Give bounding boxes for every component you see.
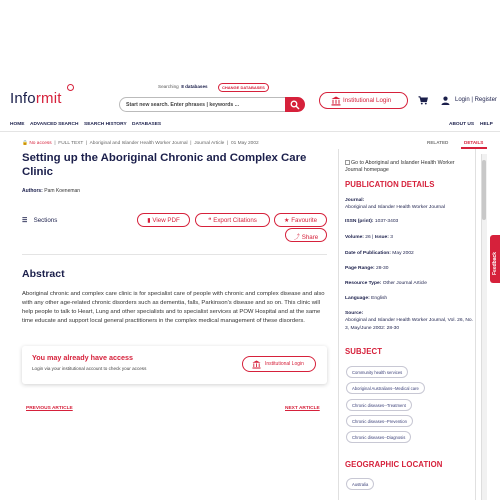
page-range-value: 28-30 (375, 266, 389, 271)
star-icon: ★ (283, 217, 290, 224)
author-link[interactable]: Pam Koeneman (44, 188, 81, 194)
issn-value: 1037-3403 (374, 219, 399, 224)
change-databases-button[interactable]: CHANGE DATABASES (218, 83, 269, 92)
nav-help[interactable]: HELP (480, 122, 493, 127)
share-icon: ⤴ (293, 234, 300, 241)
access-box (22, 346, 327, 384)
feedback-tab[interactable] (490, 235, 500, 283)
databases-count: 8 databases (181, 84, 208, 89)
nav-search-history[interactable]: SEARCH HISTORY (84, 122, 127, 127)
informit-logo[interactable] (10, 90, 62, 107)
abstract-heading: Abstract (22, 268, 65, 280)
journal-label: Journal: (345, 198, 365, 203)
login-register-link[interactable]: Login | Register (455, 97, 497, 103)
export-citations-button[interactable] (195, 213, 270, 227)
issn-row (345, 219, 398, 224)
search-icon (290, 100, 300, 110)
tab-related[interactable]: RELATED (427, 140, 449, 145)
quote-icon: ❝ (208, 217, 212, 224)
article-date: 01 May 2002 (230, 141, 259, 146)
volume-issue-row: Volume: 26 | Issue: 3 (345, 235, 393, 240)
logo-text-info: Info (10, 90, 36, 107)
access-institutional-login-button[interactable] (242, 356, 316, 372)
nav-databases[interactable]: DATABASES (132, 122, 162, 127)
date-label: Date of Publication: (345, 251, 391, 256)
journal-value: Aboriginal and Islander Health Worker Journal (345, 205, 445, 210)
source-value: Aboriginal and Islander Health Worker Journal, Vol. 26, No. 3, May/June 2002: 28-30 (345, 318, 473, 331)
broken-image-icon (345, 160, 350, 165)
subject-chip[interactable]: Chronic diseases--Treatment (346, 399, 412, 411)
searching-text: Searching (158, 84, 179, 89)
abstract-text: Aboriginal chronic and complex care clinic is for specialist care of people with chronic and complex disease and also with any other age-related chronic disorders such as dementia, falls, Parkinson's disease and so on. This clinic will help people to talk to Heart, Lung and other specialists and to specialist services at POW Hospital and at the same time educate and support local general practitioners in the complex medical management of these disorders. (22, 291, 325, 324)
volume-value: 26 (365, 235, 371, 240)
geo-chip[interactable]: Australia (346, 478, 374, 490)
nav-about-us[interactable]: ABOUT US (449, 122, 475, 127)
sections-label: Sections (33, 217, 58, 224)
tab-details[interactable]: DETAILS (464, 140, 484, 145)
institution-icon (331, 96, 341, 106)
article-meta: 🔒 No access | FULL TEXT | Aboriginal and Islander Health Worker Journal | Journal Article | 01 May 2002 (22, 141, 259, 146)
favourite-label: Favourite (291, 217, 318, 224)
sections-toggle[interactable] (22, 217, 57, 224)
subject-heading: SUBJECT (345, 347, 383, 356)
subject-chip[interactable]: Chronic diseases--Diagnosis (346, 431, 411, 443)
next-article-link[interactable]: NEXT ARTICLE (285, 406, 320, 411)
user-icon[interactable] (441, 96, 450, 105)
searching-label (158, 84, 208, 89)
date-value: May 2002 (392, 251, 414, 256)
share-label: Share (301, 234, 319, 241)
institutional-login-label: Institutional Login (343, 97, 392, 104)
logo-text-rmit: rmit (35, 90, 62, 107)
search-button[interactable] (285, 97, 305, 112)
date-row (345, 251, 414, 256)
publication-details-heading: PUBLICATION DETAILS (345, 180, 435, 189)
institution-icon (252, 360, 261, 369)
language-value: English (371, 296, 388, 301)
article-type: Journal Article (194, 141, 225, 146)
share-button[interactable] (285, 228, 327, 242)
search-input[interactable]: Start new search. Enter phrases | keywords ... (119, 97, 286, 112)
journal-link[interactable]: Aboriginal and Islander Health Worker Journal (89, 141, 188, 146)
feedback-label: Feedback (492, 251, 498, 275)
nav-divider (0, 131, 500, 132)
page-range-row (345, 266, 389, 271)
no-access-badge: 🔒 No access (22, 141, 52, 146)
article-title: Setting up the Aboriginal Chronic and Complex Care Clinic (22, 152, 307, 178)
details-scroll-thumb[interactable] (482, 160, 486, 220)
nav-home[interactable]: HOME (10, 122, 25, 127)
issue-label: Issue: (374, 235, 389, 240)
full-text-label: FULL TEXT (58, 141, 84, 146)
volume-label: Volume: (345, 235, 364, 240)
resource-type-label: Resource Type: (345, 281, 382, 286)
section-divider (22, 254, 327, 255)
pdf-icon: ▮ (147, 217, 151, 224)
language-label: Language: (345, 296, 370, 301)
journal-homepage-image[interactable] (345, 160, 473, 174)
view-pdf-label: View PDF (152, 217, 180, 224)
logo-dot-icon (67, 84, 74, 91)
geographic-location-heading: GEOGRAPHIC LOCATION (345, 460, 443, 469)
no-access-text: No access (29, 141, 52, 146)
view-pdf-button[interactable] (137, 213, 190, 227)
export-citations-label: Export Citations (213, 217, 257, 224)
favourite-button[interactable] (274, 213, 327, 227)
language-row (345, 296, 387, 301)
resource-type-value: Other Journal Article (382, 281, 427, 286)
previous-article-link[interactable]: PREVIOUS ARTICLE (26, 406, 73, 411)
institutional-login-button[interactable] (319, 92, 408, 109)
access-subtitle: Login via your institutional account to check your access (32, 366, 147, 371)
issue-value: 3 (390, 235, 393, 240)
cart-icon[interactable] (418, 96, 428, 105)
nav-advanced-search[interactable]: ADVANCED SEARCH (30, 122, 79, 127)
subject-chip[interactable]: Chronic diseases--Prevention (346, 415, 413, 427)
resource-type-row (345, 281, 427, 286)
authors-label: Authors: (22, 188, 43, 194)
access-title: You may already have access (32, 353, 133, 362)
access-institutional-login-label: Institutional Login (265, 361, 304, 367)
source-label: Source: (345, 311, 364, 316)
subject-chip[interactable]: Aboriginal Australians--Medical care (346, 382, 425, 394)
authors-line (22, 188, 80, 194)
page-range-label: Page Range: (345, 266, 375, 271)
issn-label: ISSN (print): (345, 219, 374, 224)
journal-homepage-alt: Go to Aboriginal and Islander Health Worker Journal homepage (345, 160, 455, 173)
subject-chip[interactable]: Community health services (346, 366, 408, 378)
list-icon: ☰ (22, 217, 28, 224)
